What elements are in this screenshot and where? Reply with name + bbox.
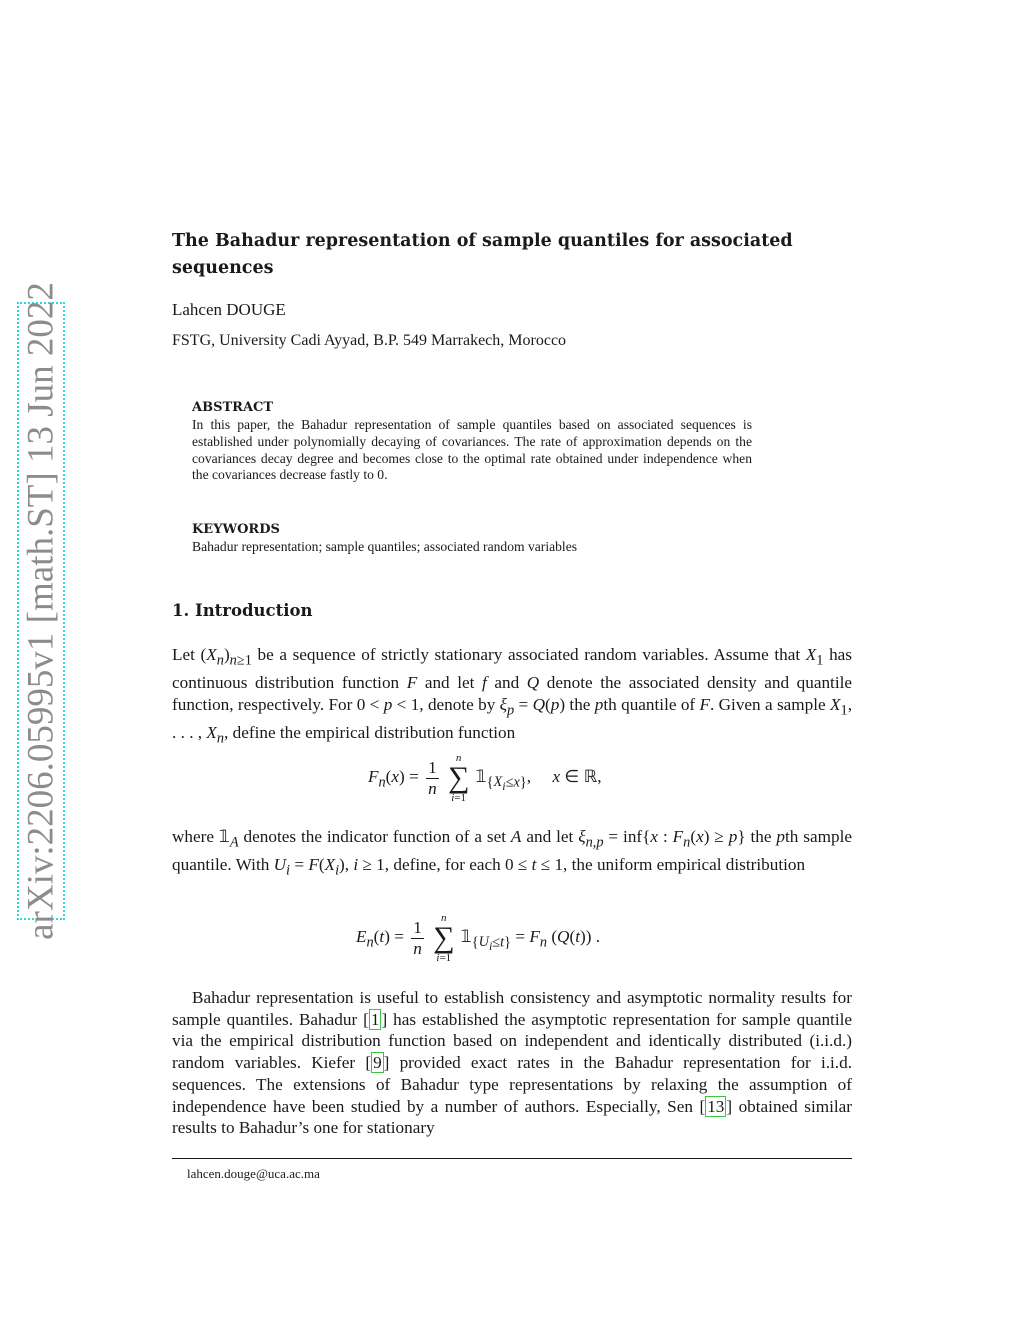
abstract-text: In this paper, the Bahadur representation of sample quantiles based on associated sequences is established under polynomially decaying of covariances. The rate of approximation depends on the covariances decay degree and becomes close to the optimal rate obtained under independence when the covariances decrease fastly to 0. (192, 417, 752, 483)
section-heading: 1. Introduction (172, 601, 313, 620)
citation-link[interactable]: 1 (370, 1009, 380, 1029)
intro-paragraph-3: Bahadur representation is useful to establish consistency and asymptotic normality results for sample quantiles. Bahadur [ 1 ] has established the asymptotic representation for sample quantile via the empirical distribution function based on independent and identically distributed (i.i.d.) random variables. Kiefer [ 9 ] provided exact rates in the Bahadur representation for i.i.d. sequences. The extensions of Bahadur type representations by relaxing the assumption of independence have been studied by a number of authors. Especially, Sen [ 13 ] obtained similar results to Bahadur’s one for stationary (172, 988, 853, 1138)
author-affiliation: FSTG, University Cadi Ayyad, B.P. 549 Marrakech, Morocco (172, 332, 567, 349)
arxiv-stamp (17, 282, 65, 940)
arxiv-stamp-text: arXiv:2206.05995v1 [math.ST] 13 Jun 2022 (20, 282, 62, 940)
intro-paragraph-1: Let $(X_n)_{n\ge 1}$ be a sequence of strictly stationary associated random variables. Assume that $X_1$ has continuous distribution function F and let f and Q denote the associated density and quantile function, respectively. For 0 < p < 1, denote by $\xi_p = Q(p)$ the pth quantile of F. Given a sample $X_1$, . . . , $X_n$, define the empirical distribution function (172, 645, 852, 747)
footnote-email: lahcen.douge@uca.ac.ma (187, 1166, 320, 1181)
paper-title: The Bahadur representation of sample quantiles for associated sequences (172, 231, 793, 278)
citation-link[interactable]: 13 (707, 1096, 725, 1116)
equation-empirical-distribution: $F_n(x)$ = $\frac{1}{n}$ n ∑ i=1 $𝟙_{\{X_i\le x\}}$, x ∈ ℝ, (368, 752, 602, 804)
equation-uniform-empirical: $E_n(t)$ = $\frac{1}{n}$ n ∑ i=1 $𝟙_{\{U_i\le t\}} = F_n$ (Q(t)) . (356, 912, 601, 964)
keywords-text: Bahadur representation; sample quantiles; associated random variables (192, 539, 578, 554)
keywords-heading: KEYWORDS (192, 522, 280, 537)
citation-link[interactable]: 9 (373, 1053, 382, 1073)
author-name: Lahcen DOUGE (172, 300, 286, 319)
footnote-rule (172, 1158, 852, 1159)
abstract-heading: ABSTRACT (192, 400, 274, 415)
intro-paragraph-2: where $𝟙_A$ denotes the indicator function of a set A and let $\xi_{n,p} = inf\{x$ : $F_n(x) \ge p$} the pth sample quantile. With $U_i = F(X_i)$, i ≥ 1, define, for each 0 ≤ t ≤ 1, the uniform empirical distribution (172, 827, 852, 879)
